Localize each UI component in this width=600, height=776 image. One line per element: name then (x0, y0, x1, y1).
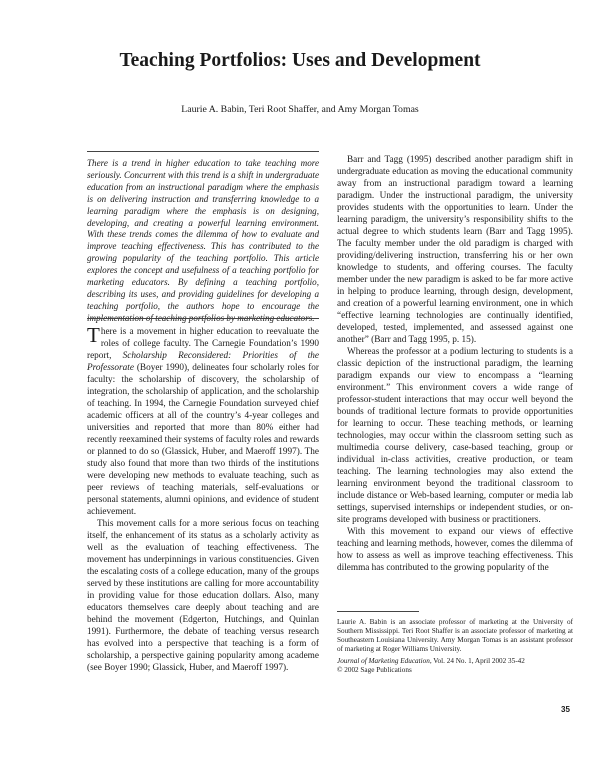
copyright-line: © 2002 Sage Publications (337, 666, 412, 675)
abstract-bottom-rule (87, 318, 319, 319)
body-paragraph-3: Barr and Tagg (1995) described another paradigm shift in undergraduate education as moving the educational community away from an instructional paradigm toward a learning paradigm. Under the instructional paradigm, the university provides students with the opportunities to learn. Under the learning paradigm, the university’s responsibility shifts to the actual degree to which students learn (Barr and Tagg 1995). The faculty member under the old paradigm is charged with providing/delivering instruction, transferring his or her own knowledge to students, and offering courses. The faculty member under the new paradigm is asked to be far more active in helping to produce learning, through design, development, and creation of a powerful learning environment, one in which “effective learning technologies are continually identified, developed, tested, implemented, and assessed against one another” (Barr and Tagg 1995, p. 15). (337, 155, 573, 345)
body-column-left (87, 323, 319, 674)
author-affiliations: Laurie A. Babin is an associate professor of marketing at the University of Southern Mississippi. Teri Root Shaffer is an associate professor of marketing at Southeastern Louisiana University. Amy Morgan Tomas is an assistant professor of marketing at Roger Williams University. (337, 618, 573, 654)
abstract-text: There is a trend in higher education to take teaching more seriously. Concurrent with this trend is a shift in undergraduate education from an instructional paradigm where the emphasis is on delivering instruction and transferring knowledge to a learning paradigm where the emphasis is on designing, developing, and creating a powerful learning environment. With these trends comes the dilemma of how to evaluate and improve teaching effectiveness. This has contributed to the growing popularity of the teaching portfolio. This article explores the concept and usefulness of a teaching portfolio for marketing educators. By defining a teaching portfolio, describing its uses, and providing guidelines for developing a teaching portfolio, the authors hope to encourage the implementation of teaching portfolios by marketing educators. (87, 158, 319, 323)
body-paragraph-2: This movement calls for a more serious focus on teaching itself, the enhancement of its status as a scholarly activity as well as the evaluation of teaching effectiveness. The movement has underpinnings in various constituencies. Given the escalating costs of a college education, many of the groups served by these institutions are calling for more accountability in providing value for those education dollars. Also, many educators themselves care deeply about teaching and are behind the movement (Edgerton, Hutchings, and Quinlan 1991). Furthermore, the debate of teaching versus research has evolved into a perspective that teaching is a form of scholarship, a perspective gaining popularity among academe (see Boyer 1990; Glassick, Huber, and Maeroff 1997). (87, 519, 319, 673)
author-list: Laurie A. Babin, Teri Root Shaffer, and Amy Morgan Tomas (181, 104, 419, 115)
page-number: 35 (561, 705, 570, 714)
journal-name: Journal of Marketing Education (337, 657, 430, 666)
report-title: Scholarship Reconsidered: Priorities of the Professorate (87, 351, 319, 373)
journal-citation: Journal of Marketing Education, Vol. 24 No. 1, April 2002 35-42 (337, 657, 525, 666)
paper-title: Teaching Portfolios: Uses and Development (119, 50, 481, 71)
abstract (87, 158, 319, 325)
body-paragraph-4: Whereas the professor at a podium lecturing to students is a classic depiction of the instructional paradigm, the learning paradigm expands our view to encompass a “learning environment.” This environment covers a wide range of professor-student interactions that may occur well beyond the bounds of traditional lecture formats to provide opportunities for learning to occur. These teaching methods, or learning technologies, may occur within the classroom setting such as multimedia course delivery, case-based teaching, group or individual in-class activities, creative production, or team teaching. The learning technologies may also extend the learning environment beyond the traditional classroom to include distance or Web-based learning, computer or media lab settings, supervised internships or independent studies, or on-site programs developed with business or practitioners. (337, 347, 573, 525)
body-column-right (337, 154, 573, 574)
drop-cap: T (87, 323, 100, 347)
author-footnote (337, 618, 573, 679)
body-paragraph-5: With this movement to expand our views of effective teaching and learning methods, however, comes the dilemma of how to assess as well as improve teaching effectiveness. This dilemma has contributed to the growing popularity of the (337, 527, 573, 573)
body-paragraph-1: There is a movement in higher education to reevaluate the roles of college faculty. The Carnegie Foundation’s 1990 report, Scholarship Reconsidered: Priorities of the Professorate (Boyer 1990), delineates four scholarly roles for faculty: the scholarship of discovery, the scholarship of integration, the scholarship of application, and the scholarship of teaching. In 1994, the Carnegie Foundation surveyed chief academic officers at all of the country’s 4-year colleges and universities and reported that more than 80% either had recently reexamined their systems of faculty roles and rewards or planned to do so (Glassick, Huber, and Maeroff 1997). The study also found that more than two thirds of the institutions were developing new methods to evaluate teaching, such as peer reviews of teaching materials, self-evaluations or personal statements, alumni opinions, and evidence of student achievement. (87, 323, 319, 517)
abstract-top-rule (87, 151, 319, 152)
footnote-rule (337, 611, 419, 612)
